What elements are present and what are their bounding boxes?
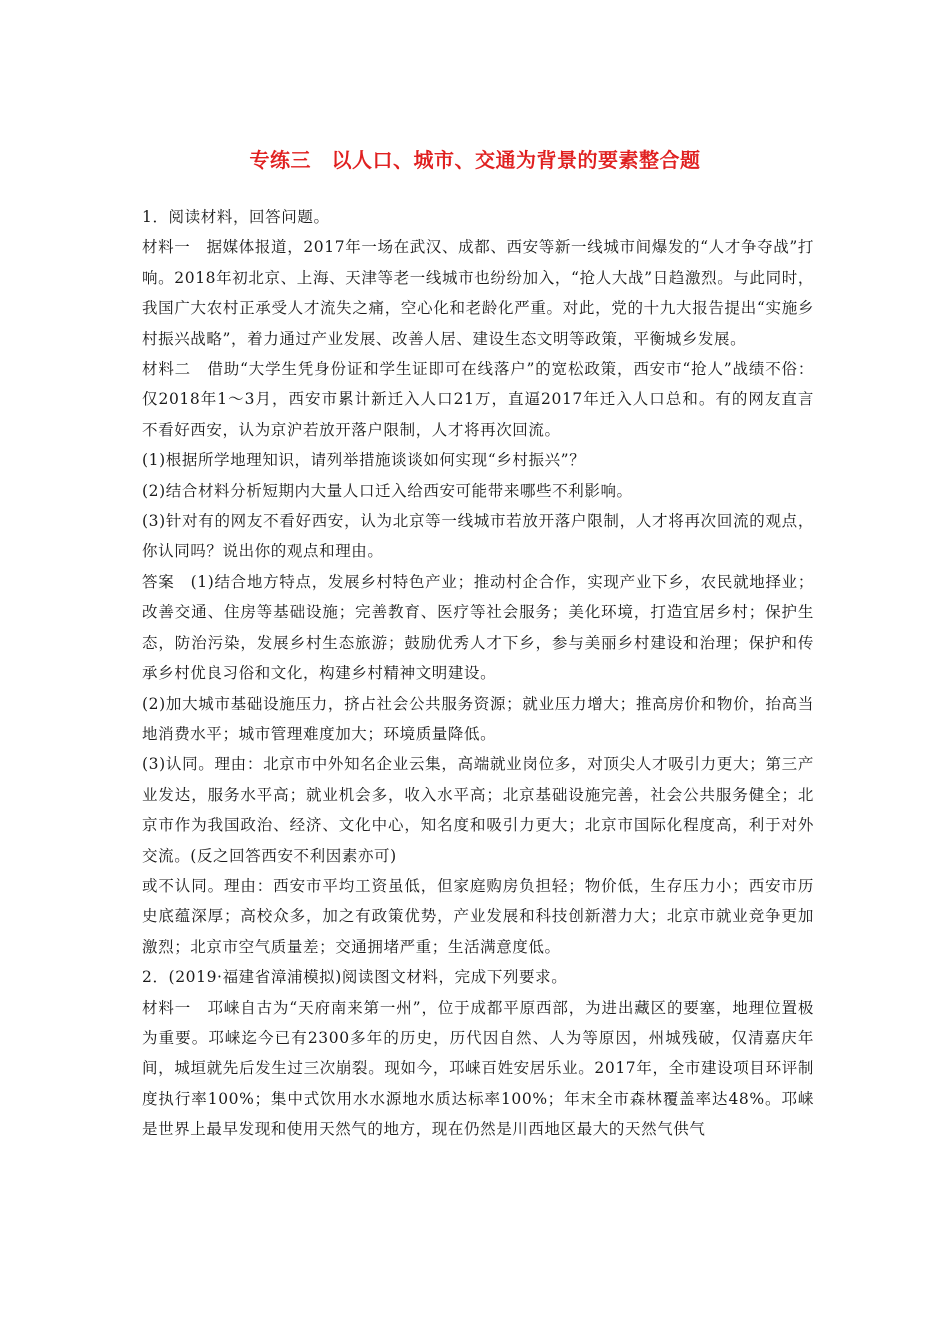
question-1-part-2: (2)结合材料分析短期内大量人口迁入给西安可能带来哪些不利影响。 — [142, 481, 633, 500]
answer-part-2: (2)加大城市基础设施压力，挤占社会公共服务资源；就业压力增大；推高房价和物价，抬高当地消费水平；城市管理难度加大；环境质量降低。 — [142, 694, 814, 743]
material-two-paragraph: 材料二 借助“大学生凭身份证和学生证即可在线落户”的宽松政策，西安市“抢人”战绩不俗：仅2018年1～3月，西安市累计新迁入人口21万，直逼2017年迁入人口总和。有的网友直言不看好西安，认为京沪若放开落户限制，人才将再次回流。 — [142, 360, 814, 439]
material-one-paragraph: 材料一 据媒体报道，2017年一场在武汉、成都、西安等新一线城市间爆发的“人才争夺战”打响。2018年初北京、上海、天津等老一线城市也纷纷加入，“抢人大战”日趋激烈。与此同时，我国广大农村正承受人才流失之痛，空心化和老龄化严重。对此，党的十九大报告提出“实施乡村振兴战略”，着力通过产业发展、改善人居、建设生态文明等政策，平衡城乡发展。 — [142, 238, 814, 348]
question-1-intro: 1．阅读材料，回答问题。 — [142, 208, 330, 226]
answer-part-1: 答案 (1)结合地方特点，发展乡村特色产业；推动村企合作，实现产业下乡，农民就地择业；改善交通、住房等基础设施；完善教育、医疗等社会服务；美化环境，打造宜居乡村；保护生态，防治污染，发展乡村生态旅游；鼓励优秀人才下乡，参与美丽乡村建设和治理；保护和传承乡村优良习俗和文化，构建乡村精神文明建设。 — [142, 572, 814, 683]
question-1-part-1: (1)根据所学地理知识，请列举措施谈谈如何实现“乡村振兴”？ — [142, 451, 586, 470]
question-2-intro: 2．(2019·福建省漳浦模拟)阅读图文材料，完成下列要求。 — [142, 968, 568, 987]
question-1-part-3: (3)针对有的网友不看好西安，认为北京等一线城市若放开落户限制，人才将再次回流的观点，你认同吗？说出你的观点和理由。 — [142, 512, 814, 561]
page-title: 专练三 以人口、城市、交通为背景的要素整合题 — [249, 148, 701, 172]
answer-part-3-agree: (3)认同。理由：北京市中外知名企业云集，高端就业岗位多，对顶尖人才吸引力更大；第三产业发达，服务水平高；就业机会多，收入水平高；北京基础设施完善，社会公共服务健全；北京市作为我国政治、经济、文化中心，知名度和吸引力更大；北京市国际化程度高，利于对外交流。(反之回答西安不利因素亦可) — [142, 755, 814, 865]
question-2-material-one: 材料一 邛崃自古为“天府南来第一州”，位于成都平原西部，为进出藏区的要塞，地理位置极为重要。邛崃迄今已有2300多年的历史，历代因自然、人为等原因，州城残破，仅清嘉庆年间，城垣就先后发生过三次崩裂。现如今，邛崃百姓安居乐业。2017年，全市建设项目环评制度执行率100%；集中式饮用水水源地水质达标率100%；年末全市森林覆盖率达48%。邛崃是世界上最早发现和使用天然气的地方，现在仍然是川西地区最大的天然气供气 — [142, 998, 814, 1139]
answer-part-3-disagree: 或不认同。理由：西安市平均工资虽低，但家庭购房负担轻；物价低，生存压力小；西安市历史底蕴深厚；高校众多，加之有政策优势，产业发展和科技创新潜力大；北京市就业竞争更加激烈；北京市空气质量差；交通拥堵严重；生活满意度低。 — [142, 876, 814, 956]
document-body — [142, 202, 814, 1145]
